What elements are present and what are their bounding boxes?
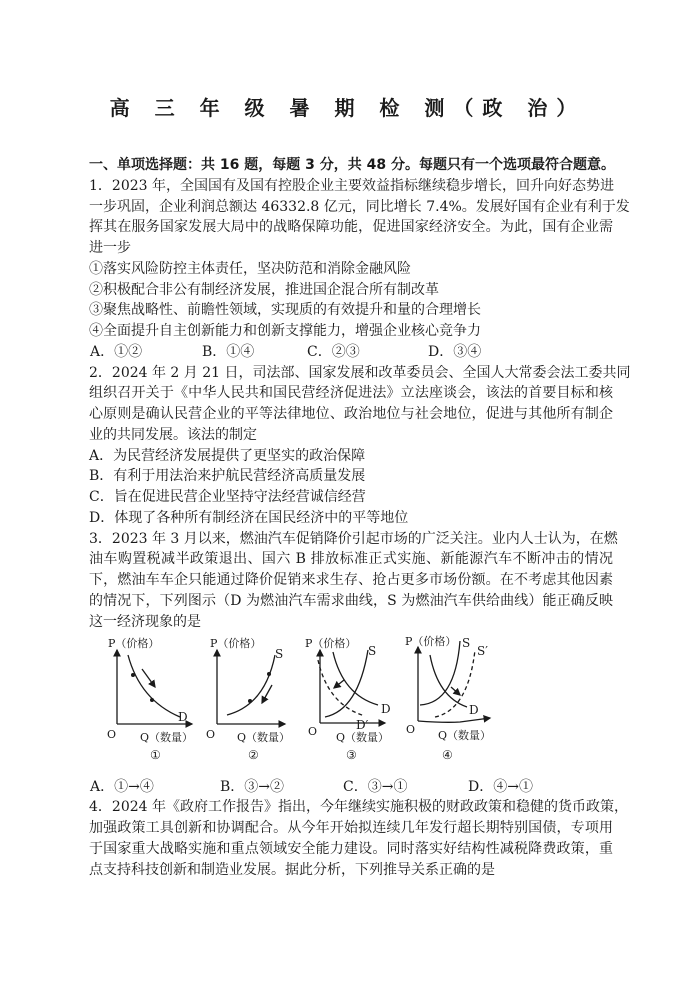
graph-2 [217,650,285,724]
graph-3 [318,650,385,723]
option-c: C．②③ [307,343,360,360]
origin-label: O [206,728,216,741]
question-4 [89,797,628,880]
demand-curve [333,652,378,705]
shifted-demand-curve [318,660,365,716]
answer-options [89,342,613,363]
supply-curve [420,641,460,705]
question-text-line: 3．2023 年 3 月以来，燃油汽车促销降价引起市场的广泛关注。业内人士认为，在燃 [89,530,618,547]
demand-curve [430,655,467,707]
figure-caption-2: ② [248,748,259,762]
curve-points [131,672,271,703]
question-text-line: 下，燃油车车企只能通过降价促销来求生存、抢占更多市场份额。在不考虑其他因素 [89,572,613,588]
question-text-line: 这一经济现象的是 [89,613,201,630]
question-3 [89,529,618,633]
supply-demand-figures [100,625,520,770]
option-c: C．③→① [343,778,408,795]
option-c: C．旨在促进民营企业坚持守法经营诚信经营 [89,489,366,505]
question-text-line: 心原则是确认民营企业的平等法律地位、政治地位与社会地位，促进与其他所有制企 [89,406,613,422]
statement-item: ④全面提升自主创新能力和创新支撑能力，增强企业核心竞争力 [89,323,481,339]
supply-curve [227,655,275,715]
curve-label-s: S [368,644,377,658]
figure-caption-3: ③ [346,748,357,762]
axis-label-p: P（价格） [305,637,357,650]
figure-caption-1: ① [150,748,161,762]
option-d: D．③④ [428,343,482,360]
exam-title: 高 三 年 级 暑 期 检 测（政 治） [109,96,586,120]
question-text-line: 1．2023 年，全国国有及国有控股企业主要效益指标继续稳步增长，回升向好态势进 [89,177,614,194]
origin-label: O [406,723,416,736]
question-text-line: 的情况下，下列图示（D 为燃油汽车需求曲线，S 为燃油汽车供给曲线）能正确反映 [89,592,613,609]
question-text-line: 一步巩固，企业利润总额达 46332.8 亿元，同比增长 7.4%。发展好国有企业有利于发 [89,198,630,215]
curve-label-d: D [381,702,391,716]
curve-label-d-prime: D′ [356,718,369,732]
option-a: A．①→④ [90,778,154,795]
option-b: B．①④ [202,343,255,360]
question-text-line: 油车购置税减半政策退出、国六 B 排放标准正式实施、新能源汽车不断冲击的情况 [89,551,613,568]
question-text-line: 业的共同发展。该法的制定 [89,426,257,443]
question-text-line: 点支持科技创新和制造业发展。据此分析，下列推导关系正确的是 [89,861,495,878]
statement-item: ②积极配合非公有制经济发展，推进国企混合所有制改革 [89,281,439,298]
axis-label-q: Q（数量） [438,729,492,742]
curve-label-s: S [275,647,284,661]
question-1 [89,176,630,363]
axis-label-p: P（价格） [210,637,262,650]
curve-label-d: D [469,703,479,717]
question-list-continued [89,777,628,881]
answer-options [89,777,613,798]
option-a: A．为民营经济发展提供了更坚实的政治保障 [89,447,366,464]
question-2 [89,363,631,529]
movement-arrow [142,669,155,687]
axis-label-q: Q（数量） [237,731,291,744]
question-text-line: 4．2024 年《政府工作报告》指出，今年继续实施积极的财政政策和稳健的货币政策， [89,799,628,816]
curve-label-d: D [178,710,188,724]
axis-label-q: Q（数量） [336,731,390,744]
statement-item: ①落实风险防控主体责任，坚决防范和消除金融风险 [89,260,411,277]
section-heading: 一、单项选择题：共 16 题，每题 3 分，共 48 分。每题只有一个选项最符合题意。 [89,157,615,173]
question-text-line: 挥其在服务国家发展大局中的战略保障功能，促进国家经济安全。为此，国有企业需 [89,219,613,236]
question-text-line: 进一步 [89,240,131,256]
origin-label: O [107,728,117,741]
option-b: B．③→② [220,778,285,795]
option-a: A．①② [90,343,143,360]
option-d: D．体现了各种所有制经济在国民经济中的平等地位 [89,509,409,526]
statement-item: ③聚焦战略性、前瞻性领域，实现质的有效提升和量的合理增长 [89,302,481,319]
curve-label-s-prime: S′ [477,644,488,658]
axis-label-p: P（价格） [405,635,457,648]
question-list [89,155,631,632]
option-b: B．有利于用法治来护航民营经济高质量发展 [89,468,366,485]
shift-arrow [451,687,460,695]
shift-arrow [334,680,344,688]
origin-label: O [308,725,318,738]
curve-label-s: S [462,636,471,650]
option-d: D．④→① [468,778,533,795]
figure-caption-4: ④ [442,748,453,762]
axis-label-q: Q（数量） [140,731,194,744]
question-text-line: 加强政策工具创新和协调配合。从今年开始拟连续几年发行超长期特别国债，专项用 [89,820,613,837]
question-text-line: 于国家重大战略实施和重点领域安全能力建设。同时落实好结构性减税降费政策，重 [89,840,613,857]
axis-label-p: P（价格） [108,637,160,650]
question-text-line: 组织召开关于《中华人民共和国民营经济促进法》立法座谈会，该法的首要目标和核 [89,385,613,402]
question-text-line: 2．2024 年 2 月 21 日，司法部、国家发展和改革委员会、全国人大常委会法工委共同 [89,364,631,381]
